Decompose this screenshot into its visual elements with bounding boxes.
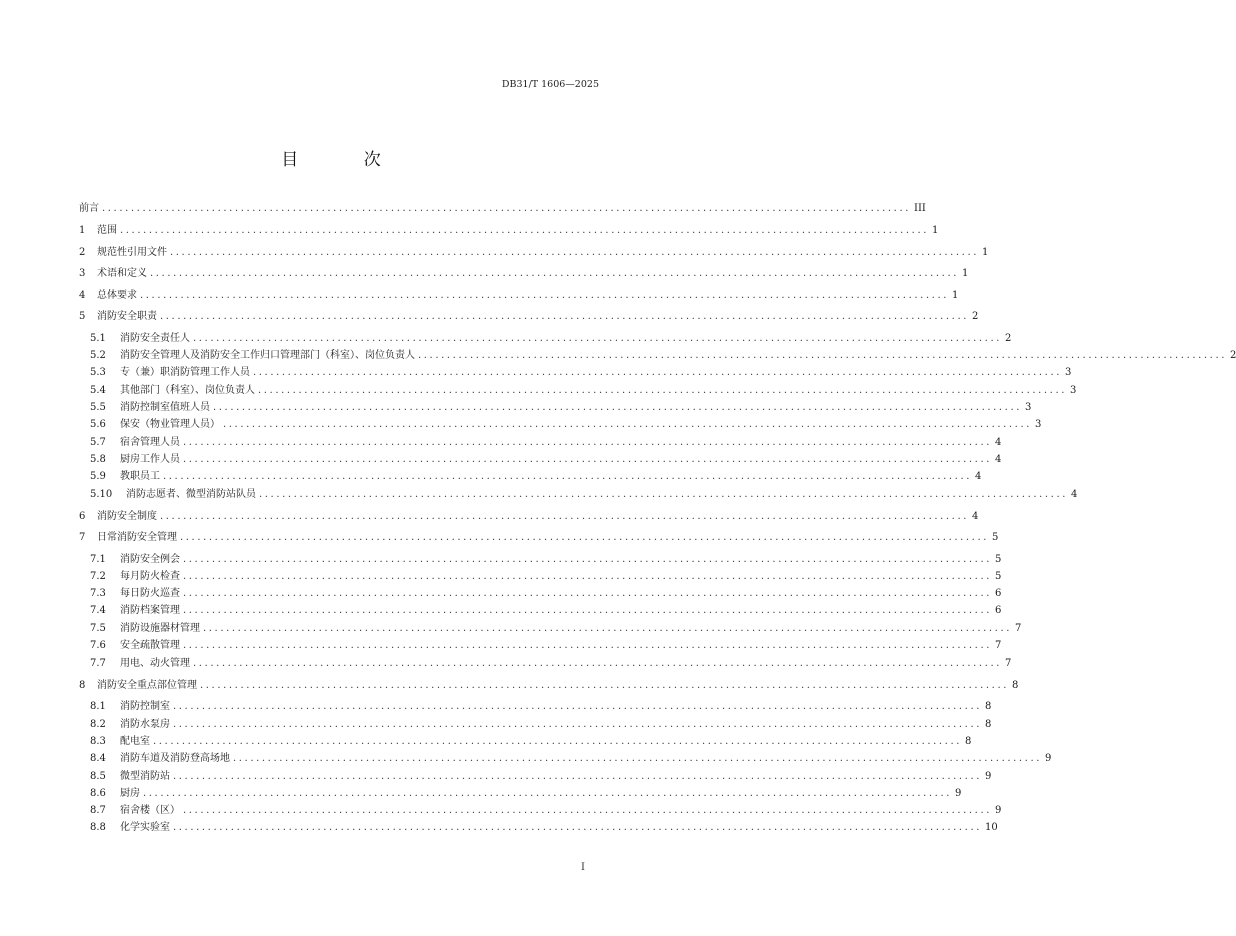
toc-leader-dots: ............................................................................................................................................ [153,736,963,747]
toc-entry-number: 5.9 [90,471,106,482]
toc-entry-page: 5 [995,554,1002,565]
toc-entry-page: 8 [985,719,992,730]
toc-entry-page: 4 [975,471,982,482]
toc-leader-dots: ............................................................................................................................................ [160,311,970,322]
toc-entry-number: 5.6 [90,419,106,430]
toc-entry-number: 8.7 [90,805,106,816]
toc-entry-page: 8 [965,736,972,747]
toc-entry-page: 4 [995,437,1002,448]
toc-leader-dots: ............................................................................................................................................ [183,605,993,616]
toc-leader-dots: ............................................................................................................................................ [233,753,1043,764]
toc-entry-page: 6 [995,588,1002,599]
toc-entry-text: 规范性引用文件 [97,247,167,258]
toc-entry-text: 范围 [97,225,117,236]
toc-entry-8-1[interactable] [90,700,992,713]
toc-entry-number: 5.1 [90,333,106,344]
toc-entry-number: 7.1 [90,554,106,565]
toc-entry-8-5[interactable] [90,770,992,783]
toc-entry-text: 消防志愿者、微型消防站队员 [126,489,256,500]
toc-leader-dots: ............................................................................................................................................ [173,701,983,712]
toc-entry-8-6[interactable] [90,787,962,800]
toc-entry-page: III [914,203,926,214]
toc-leader-dots: ............................................................................................................................................ [143,788,953,799]
toc-leader-dots: ............................................................................................................................................ [183,571,993,582]
toc-entry-number: 8.4 [90,753,106,764]
toc-entry-number: 7.6 [90,640,106,651]
toc-leader-dots: ............................................................................................................................................ [180,532,990,543]
toc-entry-7-5[interactable] [90,622,1022,635]
toc-entry-number: 7.5 [90,623,106,634]
toc-entry-number: 8.6 [90,788,106,799]
toc-entry-5-4[interactable] [90,384,1077,397]
toc-entry-text: 保安（物业管理人员） [120,419,220,430]
toc-entry-5-6[interactable] [90,418,1042,431]
toc-entry-7[interactable] [79,531,999,544]
toc-entry-page: 3 [1070,385,1077,396]
toc-entry-text: 消防设施器材管理 [120,623,200,634]
toc-entry-5-7[interactable] [90,436,1002,449]
toc-entry-page: 4 [995,454,1002,465]
toc-entry-8-3[interactable] [90,735,972,748]
toc-entry-number: 8.3 [90,736,106,747]
toc-entry-number: 7.4 [90,605,106,616]
toc-leader-dots: ............................................................................................................................................ [213,402,1023,413]
toc-entry-5-5[interactable] [90,401,1032,414]
toc-entry-number: 7.2 [90,571,106,582]
toc-entry-text: 厨房工作人员 [120,454,180,465]
page-number: I [581,862,585,873]
toc-entry-number: 8.8 [90,822,106,833]
page-title: 目 次 [281,150,411,170]
toc-leader-dots: ............................................................................................................................................ [102,203,912,214]
toc-leader-dots: ............................................................................................................................................ [183,437,993,448]
toc-entry-number: 8.1 [90,701,106,712]
toc-entry-text: 其他部门（科室）、岗位负责人 [120,385,255,396]
toc-entry-number: 5.2 [90,350,106,361]
toc-entry-number: 5.3 [90,367,106,378]
toc-entry-8-8[interactable] [90,821,998,834]
toc-entry-5-10[interactable] [90,488,1078,501]
toc-leader-dots: ............................................................................................................................................ [253,367,1063,378]
toc-leader-dots: ............................................................................................................................................ [418,350,1228,361]
toc-entry-page: 4 [972,511,979,522]
toc-entry-5-1[interactable] [90,332,1012,345]
toc-entry-number: 1 [79,225,86,236]
toc-entry-text: 安全疏散管理 [120,640,180,651]
toc-leader-dots: ............................................................................................................................................ [200,680,1010,691]
toc-entry-page: 3 [1065,367,1072,378]
toc-entry-page: 2 [1005,333,1012,344]
toc-leader-dots: ............................................................................................................................................ [170,247,980,258]
toc-entry-number: 4 [79,290,86,301]
toc-entry-foreword[interactable] [79,202,926,215]
toc-entry-page: 6 [995,605,1002,616]
toc-entry-5-3[interactable] [90,366,1072,379]
toc-entry-page: 1 [932,225,939,236]
toc-entry-7-2[interactable] [90,570,1002,583]
toc-leader-dots: ............................................................................................................................................ [193,333,1003,344]
toc-entry-number: 8.2 [90,719,106,730]
toc-entry-7-4[interactable] [90,604,1002,617]
toc-entry-text: 每日防火巡查 [120,588,180,599]
toc-leader-dots: ............................................................................................................................................ [140,290,950,301]
toc-leader-dots: ............................................................................................................................................ [193,658,1003,669]
toc-entry-text: 日常消防安全管理 [97,532,177,543]
toc-entry-text: 化学实验室 [120,822,170,833]
toc-entry-page: 8 [1012,680,1019,691]
toc-leader-dots: ............................................................................................................................................ [259,489,1069,500]
toc-entry-8-4[interactable] [90,752,1052,765]
toc-entry-number: 7.3 [90,588,106,599]
toc-leader-dots: ............................................................................................................................................ [183,454,993,465]
toc-entry-page: 1 [982,247,989,258]
toc-entry-5-8[interactable] [90,453,1002,466]
toc-entry-number: 5.10 [90,489,113,500]
toc-entry-text: 宿舍管理人员 [120,437,180,448]
toc-leader-dots: ............................................................................................................................................ [258,385,1068,396]
toc-leader-dots: ............................................................................................................................................ [223,419,1033,430]
toc-entry-page: 2 [1230,350,1236,361]
toc-entry-3[interactable] [79,267,969,280]
toc-entry-number: 5.5 [90,402,106,413]
toc-entry-text: 每月防火检查 [120,571,180,582]
document-code: DB31/T 1606—2025 [501,79,599,90]
toc-entry-text: 专（兼）职消防管理工作人员 [120,367,250,378]
toc-entry-number: 7 [79,532,86,543]
toc-leader-dots: ............................................................................................................................................ [173,719,983,730]
toc-entry-text: 消防控制室值班人员 [120,402,210,413]
toc-leader-dots: ............................................................................................................................................ [203,623,1013,634]
toc-entry-number: 8.5 [90,771,106,782]
toc-entry-page: 8 [985,701,992,712]
toc-entry-text: 消防安全重点部位管理 [97,680,197,691]
toc-entry-text: 消防安全制度 [97,511,157,522]
toc-entry-7-6[interactable] [90,639,1002,652]
toc-entry-number: 5.8 [90,454,106,465]
toc-entry-text: 前言 [79,203,99,214]
toc-entry-2[interactable] [79,246,989,259]
toc-entry-5[interactable] [79,310,979,323]
toc-leader-dots: ............................................................................................................................................ [173,822,983,833]
toc-entry-page: 5 [992,532,999,543]
toc-entry-page: 7 [1005,658,1012,669]
toc-entry-page: 5 [995,571,1002,582]
toc-entry-7-1[interactable] [90,553,1002,566]
toc-entry-text: 配电室 [120,736,150,747]
toc-entry-text: 消防水泵房 [120,719,170,730]
toc-entry-8[interactable] [79,679,1019,692]
toc-entry-text: 消防安全管理人及消防安全工作归口管理部门（科室）、岗位负责人 [120,350,415,361]
toc-entry-number: 5.4 [90,385,106,396]
toc-entry-page: 9 [995,805,1002,816]
toc-entry-text: 消防安全职责 [97,311,157,322]
toc-entry-5-9[interactable] [90,470,982,483]
toc-entry-6[interactable] [79,510,979,523]
toc-entry-number: 5 [79,311,86,322]
toc-leader-dots: ............................................................................................................................................ [160,511,970,522]
toc-entry-text: 用电、动火管理 [120,658,190,669]
toc-entry-number: 8 [79,680,86,691]
toc-leader-dots: ............................................................................................................................................ [183,805,993,816]
toc-entry-text: 消防安全例会 [120,554,180,565]
toc-entry-text: 厨房 [120,788,140,799]
toc-entry-page: 9 [985,771,992,782]
toc-entry-number: 3 [79,268,86,279]
toc-entry-number: 2 [79,247,86,258]
toc-entry-text: 消防控制室 [120,701,170,712]
toc-leader-dots: ............................................................................................................................................ [163,471,973,482]
toc-entry-text: 总体要求 [97,290,137,301]
toc-entry-page: 1 [952,290,959,301]
toc-entry-number: 5.7 [90,437,106,448]
toc-entry-8-7[interactable] [90,804,1002,817]
toc-entry-page: 4 [1071,489,1078,500]
toc-entry-page: 1 [962,268,969,279]
toc-entry-4[interactable] [79,289,959,302]
toc-leader-dots: ............................................................................................................................................ [120,225,930,236]
toc-entry-7-7[interactable] [90,657,1012,670]
toc-entry-text: 消防安全责任人 [120,333,190,344]
toc-entry-text: 教职员工 [120,471,160,482]
toc-leader-dots: ............................................................................................................................................ [173,771,983,782]
toc-entry-page: 2 [972,311,979,322]
toc-entry-8-2[interactable] [90,718,992,731]
toc-entry-page: 9 [1045,753,1052,764]
toc-entry-page: 3 [1025,402,1032,413]
toc-leader-dots: ............................................................................................................................................ [183,640,993,651]
toc-leader-dots: ............................................................................................................................................ [183,554,993,565]
toc-entry-text: 术语和定义 [97,268,147,279]
toc-leader-dots: ............................................................................................................................................ [150,268,960,279]
toc-entry-7-3[interactable] [90,587,1002,600]
toc-entry-number: 7.7 [90,658,106,669]
toc-entry-5-2[interactable] [90,349,1236,362]
toc-entry-page: 7 [995,640,1002,651]
toc-entry-text: 微型消防站 [120,771,170,782]
toc-entry-page: 9 [955,788,962,799]
toc-entry-text: 消防档案管理 [120,605,180,616]
toc-entry-page: 3 [1035,419,1042,430]
toc-entry-page: 7 [1015,623,1022,634]
toc-entry-number: 6 [79,511,86,522]
toc-entry-text: 消防车道及消防登高场地 [120,753,230,764]
toc-entry-page: 10 [985,822,998,833]
toc-entry-1[interactable] [79,224,939,237]
toc-entry-text: 宿舍楼（区） [120,805,180,816]
toc-leader-dots: ............................................................................................................................................ [183,588,993,599]
